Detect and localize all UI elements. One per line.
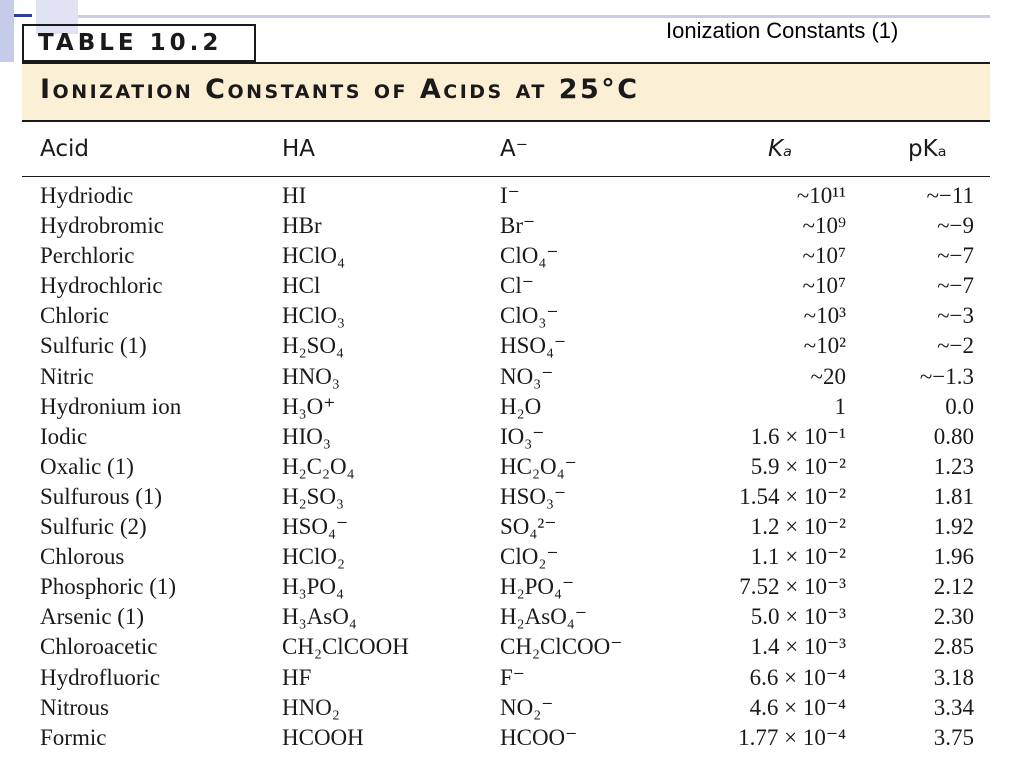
conjugate-base: HC₂O₄⁻ [500,453,577,479]
ka-value: ~10⁷ [802,273,846,299]
acid-formula: HClO₂ [282,544,345,570]
table-row [0,572,1024,602]
table-row [0,512,1024,542]
slide-title: Ionization Constants (1) [666,18,899,43]
conjugate-base: HSO₄⁻ [500,333,567,359]
acid-name: Sulfurous (1) [40,483,163,509]
ka-value: 1.1 × 10⁻² [750,544,846,570]
acid-formula: H₃AsO₄ [282,604,357,630]
corner-accent-line [14,14,32,17]
conjugate-base: HCOO⁻ [500,724,578,750]
table-row [0,482,1024,512]
table-row [0,723,1024,753]
table-row [0,301,1024,331]
table-row [0,241,1024,271]
table-label: TABLE 10.2 [22,24,256,62]
acid-name: Chloroacetic [40,634,158,660]
table-body [0,181,1024,753]
acid-name: Phosphoric (1) [40,574,177,600]
conjugate-base: NO₂⁻ [500,694,554,720]
acid-formula: HSO₄⁻ [282,514,349,540]
ka-value: ~10¹¹ [796,183,846,208]
acid-formula: HNO₂ [282,694,340,720]
conjugate-base: ClO₄⁻ [500,243,559,269]
table-row [0,211,1024,241]
header-pka: pKₐ [908,136,947,162]
acid-formula: HBr [282,213,322,239]
acid-formula: H₃O⁺ [282,393,336,419]
ka-value: 6.6 × 10⁻⁴ [749,664,846,690]
acid-formula: HIO₃ [282,423,331,449]
acid-name: Nitric [40,363,94,389]
ka-value: 7.52 × 10⁻³ [739,574,846,600]
pka-value: 1.81 [933,483,974,509]
ka-value: ~20 [810,363,846,389]
acid-formula: HNO₃ [282,363,340,389]
acid-name: Sulfuric (2) [40,514,147,540]
acid-name: Hydrofluoric [40,664,161,690]
acid-formula: H₂SO₃ [282,483,345,509]
conjugate-base: NO₃⁻ [500,363,554,389]
acid-name: Formic [40,724,107,750]
acid-formula: HClO₄ [282,243,345,269]
conjugate-base: IO₃⁻ [500,423,545,449]
pka-value: ~−2 [937,333,974,359]
corner-decoration [0,0,14,62]
acid-formula: HClO₃ [282,303,345,329]
pka-value: ~−3 [937,303,974,329]
conjugate-base: ClO₂⁻ [500,544,559,570]
table-header-rule [22,176,990,177]
conjugate-base: H₂AsO₄⁻ [500,604,587,630]
table-row [0,693,1024,723]
pka-value: 2.12 [933,574,974,600]
pka-value: 3.34 [933,694,974,720]
header-ha: HA [282,136,316,162]
pka-value: ~−1.3 [919,363,974,389]
table-row [0,331,1024,361]
header-ka: Kₐ [768,136,793,162]
table-row [0,452,1024,482]
acid-formula: HI [282,183,307,208]
conjugate-base: SO₄²⁻ [500,514,557,540]
acid-formula: HF [282,664,312,690]
acid-name: Perchloric [40,243,135,269]
conjugate-base: Cl⁻ [500,273,534,299]
pka-value: 0.80 [933,423,974,449]
header-a: A⁻ [500,136,528,162]
pka-value: ~−9 [937,213,974,239]
pka-value: 3.75 [933,724,974,750]
acid-name: Iodic [40,423,88,449]
acid-name: Hydrobromic [40,213,164,239]
acid-name: Sulfuric (1) [40,333,147,359]
table-row [0,362,1024,392]
pka-value: 2.85 [933,634,974,660]
conjugate-base: H₂PO₄⁻ [500,574,575,600]
conjugate-base: CH₂ClCOO⁻ [500,634,623,660]
pka-value: 1.23 [933,453,974,479]
conjugate-base: ClO₃⁻ [500,303,559,329]
ka-value: ~10⁹ [802,213,846,239]
acid-formula: HCl [282,273,321,299]
ka-value: ~10⁷ [802,243,846,269]
table-row [0,602,1024,632]
acid-formula: HCOOH [282,724,364,750]
ka-value: ~10³ [803,303,846,329]
table-row [0,181,1024,211]
table-row [0,271,1024,301]
table-row [0,632,1024,662]
acid-name: Nitrous [40,694,109,720]
acid-name: Oxalic (1) [40,453,134,479]
conjugate-base: H₂O [500,393,542,419]
table-row [0,663,1024,693]
pka-value: ~−7 [937,243,974,269]
table-caption-band [22,62,990,120]
pka-value: 3.18 [933,664,974,690]
table-caption: Ionization Constants of Acids at 25°C [40,74,640,105]
acid-formula: H₂SO₄ [282,333,345,359]
ka-value: 1.6 × 10⁻¹ [750,423,846,449]
ka-value: 5.9 × 10⁻² [750,453,846,479]
acid-name: Chloric [40,303,109,329]
table-row [0,392,1024,422]
acid-name: Arsenic (1) [40,604,145,630]
pka-value: 0.0 [945,393,974,419]
ka-value: 1 [834,393,846,419]
ka-value: ~10² [803,333,846,359]
ka-value: 5.0 × 10⁻³ [750,604,846,630]
conjugate-base: HSO₃⁻ [500,483,567,509]
ka-value: 1.2 × 10⁻² [750,514,846,540]
ka-value: 1.54 × 10⁻² [739,483,846,509]
ka-value: 1.4 × 10⁻³ [750,634,846,660]
acid-formula: H₃PO₄ [282,574,345,600]
acid-name: Hydriodic [40,183,134,208]
pka-value: 2.30 [933,604,974,630]
conjugate-base: I⁻ [500,183,520,208]
conjugate-base: Br⁻ [500,213,536,239]
acid-name: Chlorous [40,544,125,570]
header-acid: Acid [40,136,89,162]
conjugate-base: F⁻ [500,664,525,690]
acid-name: Hydronium ion [40,393,182,419]
table-row [0,422,1024,452]
pka-value: ~−7 [937,273,974,299]
pka-value: 1.96 [933,544,974,570]
acid-formula: H₂C₂O₄ [282,453,355,479]
acid-formula: CH₂ClCOOH [282,634,409,660]
acid-name: Hydrochloric [40,273,163,299]
ka-value: 1.77 × 10⁻⁴ [738,724,846,750]
table-top-rule [22,120,990,122]
table-row [0,542,1024,572]
pka-value: ~−11 [926,183,974,208]
ka-value: 4.6 × 10⁻⁴ [749,694,846,720]
pka-value: 1.92 [933,514,974,540]
